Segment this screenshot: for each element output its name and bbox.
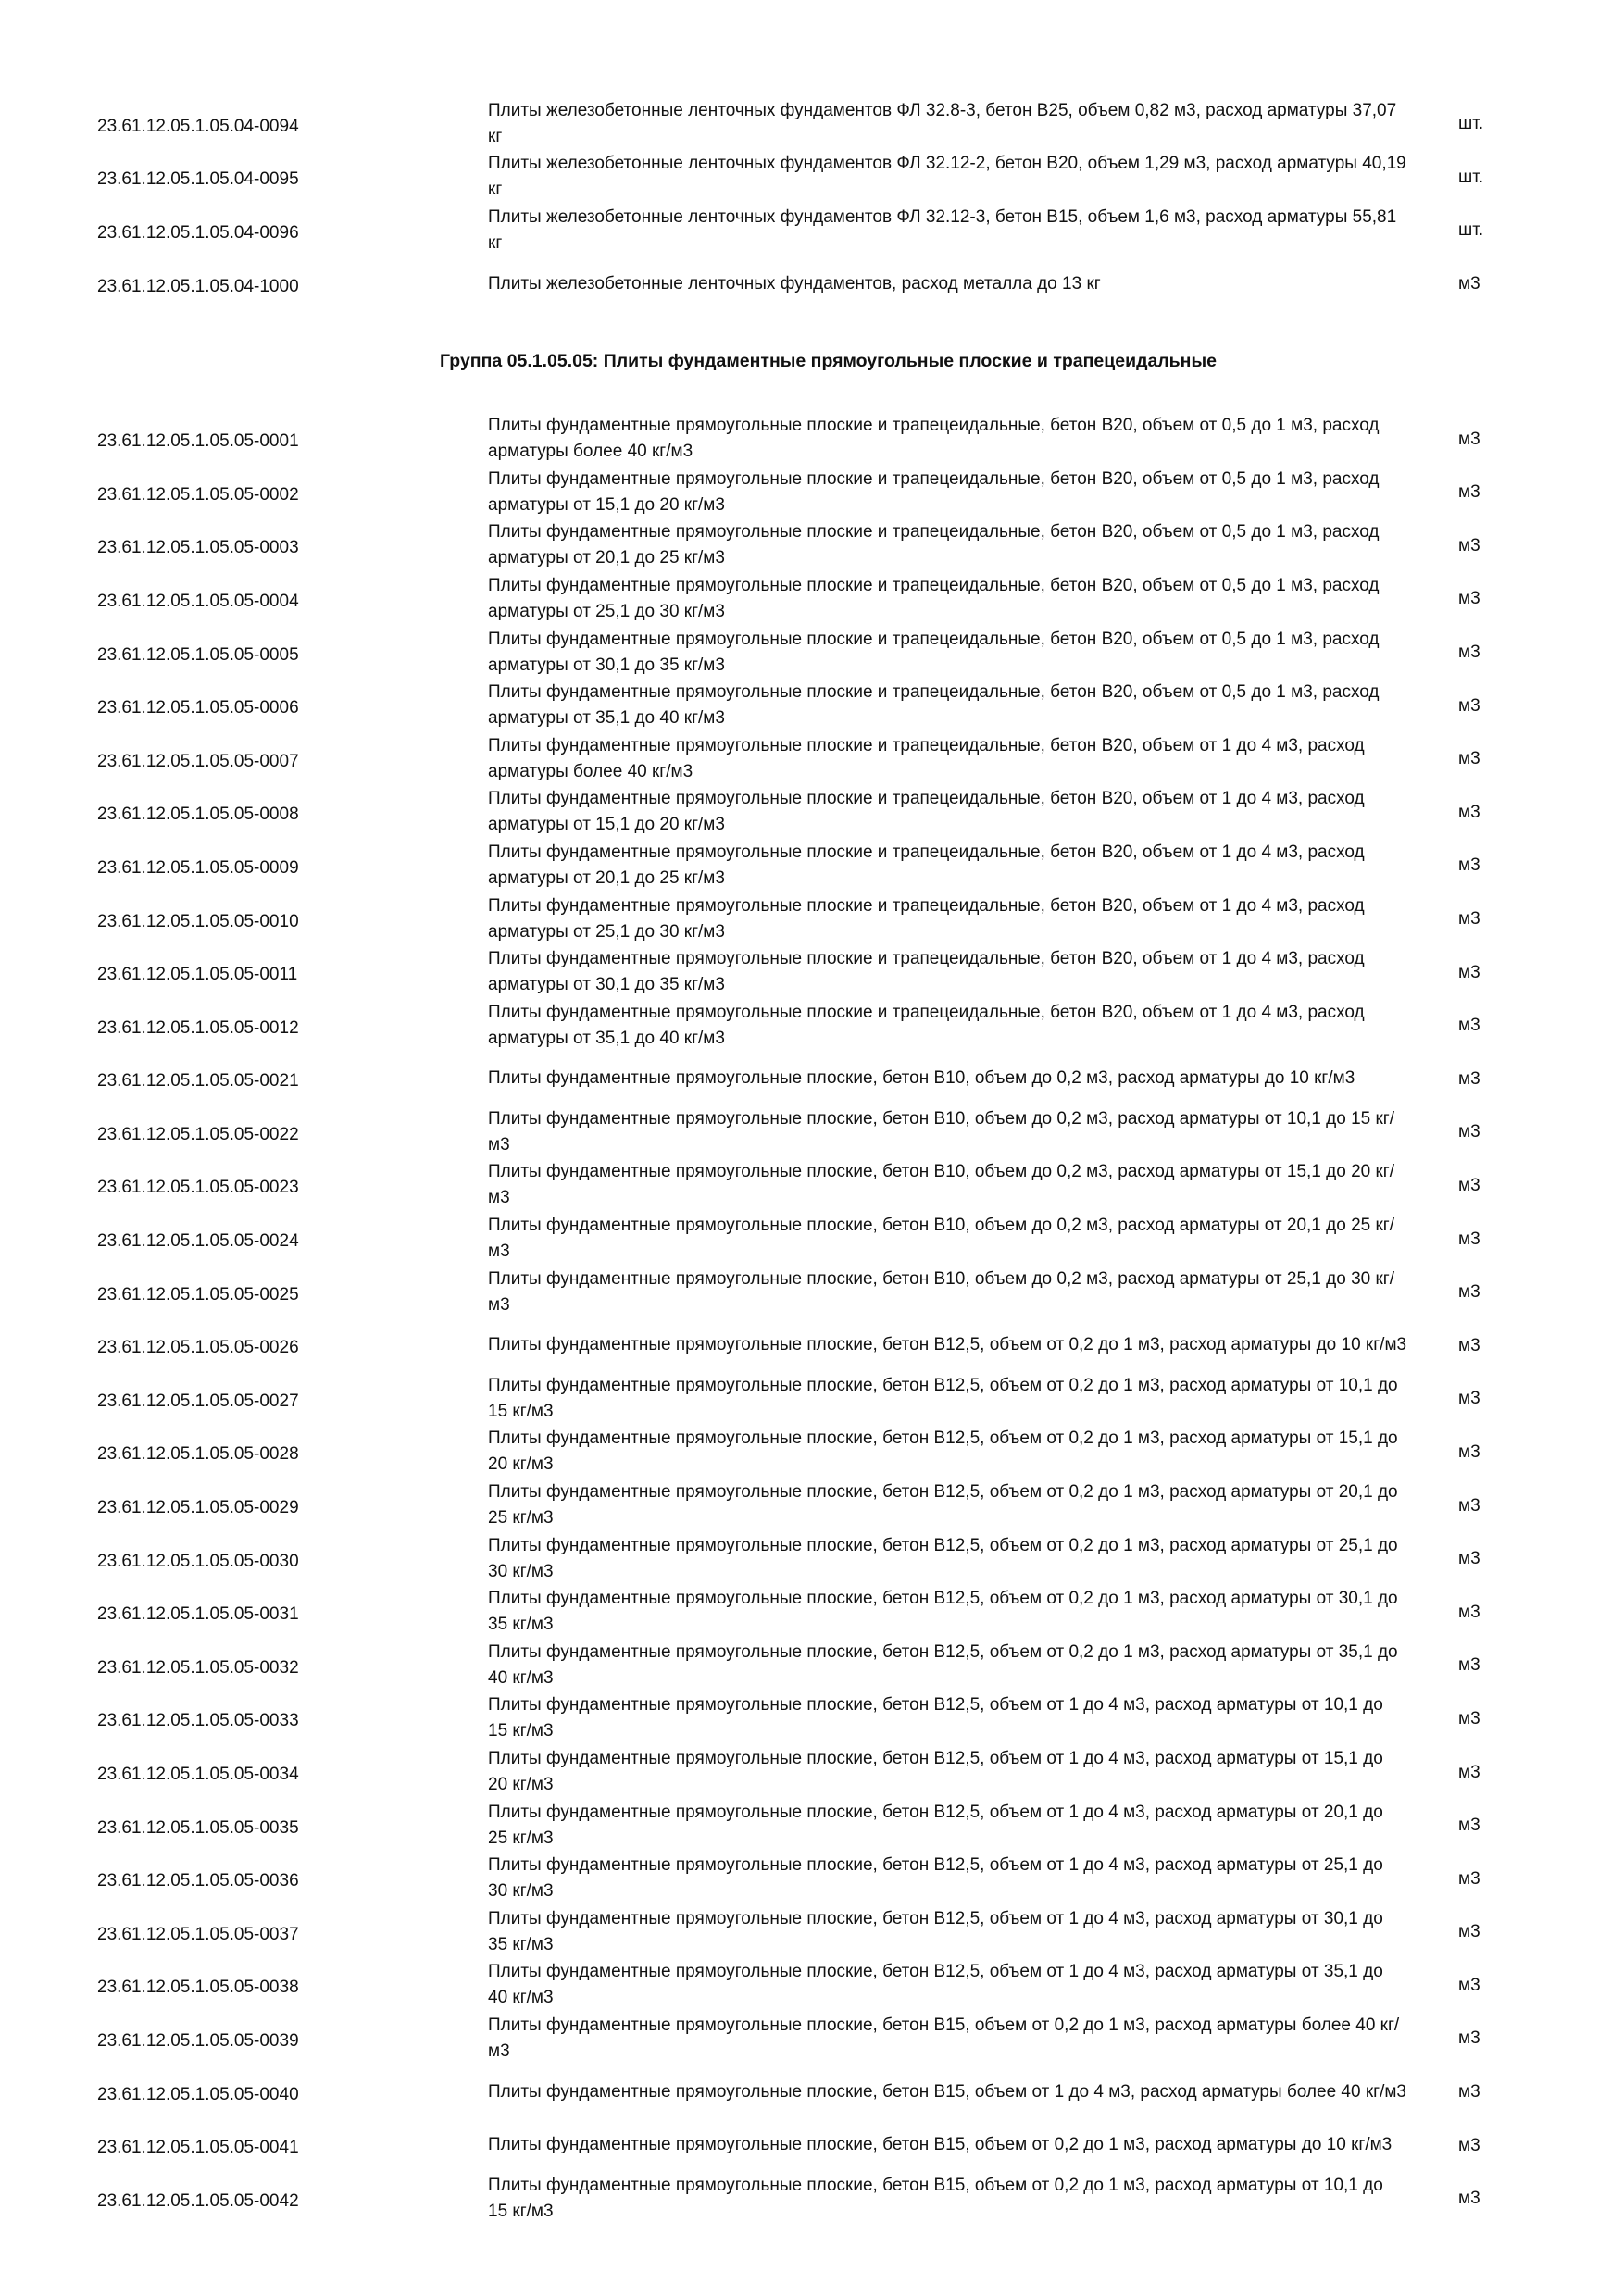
item-description: Плиты фундаментные прямоугольные плоские и трапецеидальные, бетон В20, объем от 1 до 4 м3, расход арматуры от 15,1 до 20 кг/м3 xyxy=(488,789,1365,835)
item-code: 23.61.12.05.1.05.05-0021 xyxy=(97,1071,299,1092)
item-unit: м3 xyxy=(1458,535,1480,555)
item-code: 23.61.12.05.1.05.05-0027 xyxy=(97,1391,299,1411)
table-row xyxy=(0,97,1624,151)
item-description: Плиты фундаментные прямоугольные плоские и трапецеидальные, бетон В20, объем от 0,5 до 1 м3, расход арматуры от 30,1 до 35 кг/м3 xyxy=(488,629,1380,675)
item-unit: м3 xyxy=(1458,1602,1480,1622)
table-row xyxy=(0,1959,1624,2013)
item-description: Плиты фундаментные прямоугольные плоские и трапецеидальные, бетон В20, объем от 0,5 до 1 м3, расход арматуры от 20,1 до 25 кг/м3 xyxy=(488,522,1380,568)
item-unit: м3 xyxy=(1458,1868,1480,1889)
item-unit: м3 xyxy=(1458,1975,1480,1995)
table-row xyxy=(0,1053,1624,1106)
item-code: 23.61.12.05.1.05.05-0035 xyxy=(97,1817,299,1838)
table-row xyxy=(0,2012,1624,2065)
item-unit: м3 xyxy=(1458,1122,1480,1142)
item-description: Плиты фундаментные прямоугольные плоские, бетон В15, объем от 0,2 до 1 м3, расход арматуры от 10,1 до 15 кг/м3 xyxy=(488,2175,1383,2221)
table-row xyxy=(0,1318,1624,1372)
table-row xyxy=(0,2065,1624,2119)
item-code: 23.61.12.05.1.05.05-0039 xyxy=(97,2030,299,2051)
table-row xyxy=(0,945,1624,999)
table-row xyxy=(0,999,1624,1053)
item-description: Плиты фундаментные прямоугольные плоские и трапецеидальные, бетон В20, объем от 1 до 4 м3, расход арматуры от 35,1 до 40 кг/м3 xyxy=(488,1002,1365,1048)
item-code: 23.61.12.05.1.05.04-1000 xyxy=(97,276,299,296)
item-code: 23.61.12.05.1.05.05-0023 xyxy=(97,1178,299,1198)
item-unit: м3 xyxy=(1458,1441,1480,1462)
item-description: Плиты фундаментные прямоугольные плоские, бетон В10, объем до 0,2 м3, расход арматуры от 15,1 до 20 кг/м3 xyxy=(488,1162,1395,1208)
item-code: 23.61.12.05.1.05.05-0007 xyxy=(97,751,299,771)
table-row xyxy=(0,1692,1624,1746)
item-code: 23.61.12.05.1.05.05-0031 xyxy=(97,1604,299,1625)
table-row xyxy=(0,839,1624,892)
item-unit: м3 xyxy=(1458,1229,1480,1249)
item-unit: шт. xyxy=(1458,167,1484,187)
item-description: Плиты фундаментные прямоугольные плоские, бетон В12,5, объем от 1 до 4 м3, расход арматуры от 25,1 до 30 кг/м3 xyxy=(488,1855,1383,1902)
item-code: 23.61.12.05.1.05.05-0041 xyxy=(97,2138,299,2158)
table-row xyxy=(0,626,1624,680)
table-row xyxy=(0,1532,1624,1586)
item-description: Плиты фундаментные прямоугольные плоские и трапецеидальные, бетон В20, объем от 0,5 до 1 м3, расход арматуры более 40 кг/м3 xyxy=(488,416,1380,462)
item-unit: м3 xyxy=(1458,482,1480,503)
item-unit: м3 xyxy=(1458,855,1480,876)
item-code: 23.61.12.05.1.05.05-0005 xyxy=(97,644,299,665)
item-unit: м3 xyxy=(1458,2189,1480,2209)
item-description: Плиты фундаментные прямоугольные плоские, бетон В12,5, объем от 0,2 до 1 м3, расход арматуры от 35,1 до 40 кг/м3 xyxy=(488,1641,1398,1688)
table-row xyxy=(0,151,1624,205)
item-code: 23.61.12.05.1.05.05-0004 xyxy=(97,591,299,611)
item-description: Плиты железобетонные ленточных фундаментов, расход металла до 13 кг xyxy=(488,273,1101,293)
table-row xyxy=(0,1852,1624,1905)
item-unit: м3 xyxy=(1458,1655,1480,1676)
table-row xyxy=(0,412,1624,466)
table-row xyxy=(0,1799,1624,1853)
table-row xyxy=(0,1479,1624,1532)
item-description: Плиты фундаментные прямоугольные плоские, бетон В10, объем до 0,2 м3, расход арматуры от 10,1 до 15 кг/м3 xyxy=(488,1108,1395,1154)
item-unit: м3 xyxy=(1458,2082,1480,2103)
item-description: Плиты фундаментные прямоугольные плоские, бетон В15, объем от 0,2 до 1 м3, расход арматуры более 40 кг/м3 xyxy=(488,2015,1400,2061)
item-code: 23.61.12.05.1.05.05-0030 xyxy=(97,1551,299,1571)
item-description: Плиты железобетонные ленточных фундаментов ФЛ 32.12-3, бетон В15, объем 1,6 м3, расход арматуры 55,81 кг xyxy=(488,206,1397,253)
item-description: Плиты фундаментные прямоугольные плоские, бетон В12,5, объем от 1 до 4 м3, расход арматуры от 30,1 до 35 кг/м3 xyxy=(488,1908,1383,1954)
item-code: 23.61.12.05.1.05.05-0002 xyxy=(97,484,299,505)
table-row xyxy=(0,1426,1624,1479)
item-unit: м3 xyxy=(1458,749,1480,769)
item-code: 23.61.12.05.1.05.05-0033 xyxy=(97,1711,299,1731)
table-row xyxy=(0,2172,1624,2226)
item-code: 23.61.12.05.1.05.05-0042 xyxy=(97,2190,299,2211)
table-row xyxy=(0,786,1624,840)
item-description: Плиты фундаментные прямоугольные плоские, бетон В10, объем до 0,2 м3, расход арматуры от 25,1 до 30 кг/м3 xyxy=(488,1268,1395,1315)
main-rows xyxy=(0,412,1624,2225)
top-rows xyxy=(0,97,1624,310)
item-unit: м3 xyxy=(1458,1816,1480,1836)
item-description: Плиты фундаментные прямоугольные плоские, бетон В15, объем от 0,2 до 1 м3, расход арматуры до 10 кг/м3 xyxy=(488,2135,1393,2155)
item-unit: шт. xyxy=(1458,220,1484,241)
item-unit: м3 xyxy=(1458,1708,1480,1728)
table-row xyxy=(0,892,1624,946)
item-code: 23.61.12.05.1.05.05-0032 xyxy=(97,1657,299,1678)
item-description: Плиты фундаментные прямоугольные плоские, бетон В12,5, объем от 0,2 до 1 м3, расход арматуры до 10 кг/м3 xyxy=(488,1335,1407,1355)
item-description: Плиты фундаментные прямоугольные плоские и трапецеидальные, бетон В20, объем от 0,5 до 1 м3, расход арматуры от 15,1 до 20 кг/м3 xyxy=(488,468,1380,515)
item-description: Плиты фундаментные прямоугольные плоские и трапецеидальные, бетон В20, объем от 1 до 4 м3, расход арматуры более 40 кг/м3 xyxy=(488,735,1365,781)
group-title: Группа 05.1.05.05: Плиты фундаментные прямоугольные плоские и трапецеидальные xyxy=(440,350,1217,371)
item-code: 23.61.12.05.1.05.04-0094 xyxy=(97,116,299,136)
item-code: 23.61.12.05.1.05.05-0028 xyxy=(97,1444,299,1465)
item-code: 23.61.12.05.1.05.05-0011 xyxy=(97,965,298,985)
table-row xyxy=(0,679,1624,732)
item-description: Плиты фундаментные прямоугольные плоские, бетон В12,5, объем от 0,2 до 1 м3, расход арматуры от 20,1 до 25 кг/м3 xyxy=(488,1482,1398,1529)
table-row xyxy=(0,257,1624,311)
item-unit: м3 xyxy=(1458,274,1480,294)
item-description: Плиты фундаментные прямоугольные плоские, бетон В12,5, объем от 0,2 до 1 м3, расход арматуры от 30,1 до 35 кг/м3 xyxy=(488,1589,1398,1635)
document-page xyxy=(0,97,1624,2226)
item-code: 23.61.12.05.1.05.05-0009 xyxy=(97,857,299,878)
item-description: Плиты фундаментные прямоугольные плоские, бетон В15, объем от 1 до 4 м3, расход арматуры более 40 кг/м3 xyxy=(488,2081,1406,2102)
item-code: 23.61.12.05.1.05.04-0095 xyxy=(97,169,299,190)
table-row xyxy=(0,1372,1624,1426)
item-unit: м3 xyxy=(1458,1282,1480,1303)
item-unit: м3 xyxy=(1458,1922,1480,1942)
table-row xyxy=(0,466,1624,519)
item-code: 23.61.12.05.1.05.05-0008 xyxy=(97,805,299,825)
item-description: Плиты фундаментные прямоугольные плоские, бетон В10, объем до 0,2 м3, расход арматуры от 20,1 до 25 кг/м3 xyxy=(488,1216,1395,1262)
item-code: 23.61.12.05.1.05.05-0026 xyxy=(97,1338,299,1358)
item-unit: м3 xyxy=(1458,589,1480,609)
item-unit: м3 xyxy=(1458,1335,1480,1355)
item-unit: м3 xyxy=(1458,962,1480,982)
item-unit: шт. xyxy=(1458,114,1484,134)
item-code: 23.61.12.05.1.05.05-0010 xyxy=(97,911,299,931)
item-unit: м3 xyxy=(1458,802,1480,822)
item-unit: м3 xyxy=(1458,1389,1480,1409)
item-description: Плиты фундаментные прямоугольные плоские, бетон В12,5, объем от 1 до 4 м3, расход арматуры от 15,1 до 20 кг/м3 xyxy=(488,1749,1383,1795)
item-description: Плиты фундаментные прямоугольные плоские и трапецеидальные, бетон В20, объем от 1 до 4 м3, расход арматуры от 20,1 до 25 кг/м3 xyxy=(488,842,1365,888)
table-row xyxy=(0,1159,1624,1213)
item-description: Плиты железобетонные ленточных фундаментов ФЛ 32.12-2, бетон В20, объем 1,29 м3, расход арматуры 40,19 кг xyxy=(488,154,1406,200)
item-code: 23.61.12.05.1.05.05-0036 xyxy=(97,1871,299,1891)
table-row xyxy=(0,1105,1624,1159)
item-unit: м3 xyxy=(1458,1016,1480,1036)
table-row xyxy=(0,1585,1624,1639)
item-description: Плиты фундаментные прямоугольные плоские, бетон В12,5, объем от 1 до 4 м3, расход арматуры от 20,1 до 25 кг/м3 xyxy=(488,1802,1383,1848)
item-unit: м3 xyxy=(1458,695,1480,716)
item-unit: м3 xyxy=(1458,2135,1480,2155)
item-code: 23.61.12.05.1.05.05-0034 xyxy=(97,1765,299,1785)
item-code: 23.61.12.05.1.05.05-0003 xyxy=(97,538,299,558)
item-unit: м3 xyxy=(1458,909,1480,930)
table-row xyxy=(0,1745,1624,1799)
table-row xyxy=(0,1639,1624,1692)
item-description: Плиты фундаментные прямоугольные плоские, бетон В10, объем до 0,2 м3, расход арматуры до 10 кг/м3 xyxy=(488,1068,1355,1089)
item-description: Плиты фундаментные прямоугольные плоские, бетон В12,5, объем от 1 до 4 м3, расход арматуры от 35,1 до 40 кг/м3 xyxy=(488,1962,1383,2008)
item-description: Плиты фундаментные прямоугольные плоские, бетон В12,5, объем от 0,2 до 1 м3, расход арматуры от 15,1 до 20 кг/м3 xyxy=(488,1429,1398,1475)
item-description: Плиты железобетонные ленточных фундаментов ФЛ 32.8-3, бетон В25, объем 0,82 м3, расход арматуры 37,07 кг xyxy=(488,100,1397,146)
item-description: Плиты фундаментные прямоугольные плоские и трапецеидальные, бетон В20, объем от 1 до 4 м3, расход арматуры от 30,1 до 35 кг/м3 xyxy=(488,949,1365,995)
item-code: 23.61.12.05.1.05.05-0037 xyxy=(97,1924,299,1944)
table-row xyxy=(0,2118,1624,2172)
table-row xyxy=(0,572,1624,626)
table-row xyxy=(0,204,1624,257)
item-code: 23.61.12.05.1.05.05-0006 xyxy=(97,698,299,718)
item-description: Плиты фундаментные прямоугольные плоские, бетон В12,5, объем от 0,2 до 1 м3, расход арматуры от 25,1 до 30 кг/м3 xyxy=(488,1535,1398,1581)
item-code: 23.61.12.05.1.05.05-0024 xyxy=(97,1231,299,1252)
table-row xyxy=(0,1212,1624,1266)
item-description: Плиты фундаментные прямоугольные плоские, бетон В12,5, объем от 1 до 4 м3, расход арматуры от 10,1 до 15 кг/м3 xyxy=(488,1695,1383,1741)
item-code: 23.61.12.05.1.05.04-0096 xyxy=(97,222,299,243)
item-unit: м3 xyxy=(1458,429,1480,449)
item-unit: м3 xyxy=(1458,1068,1480,1089)
item-unit: м3 xyxy=(1458,643,1480,663)
table-row xyxy=(0,732,1624,786)
item-code: 23.61.12.05.1.05.05-0038 xyxy=(97,1978,299,1998)
item-code: 23.61.12.05.1.05.05-0029 xyxy=(97,1498,299,1518)
item-unit: м3 xyxy=(1458,1175,1480,1195)
item-description: Плиты фундаментные прямоугольные плоские, бетон В12,5, объем от 0,2 до 1 м3, расход арматуры от 10,1 до 15 кг/м3 xyxy=(488,1375,1398,1421)
item-description: Плиты фундаментные прямоугольные плоские и трапецеидальные, бетон В20, объем от 0,5 до 1 м3, расход арматуры от 35,1 до 40 кг/м3 xyxy=(488,682,1380,729)
item-code: 23.61.12.05.1.05.05-0025 xyxy=(97,1284,299,1304)
item-code: 23.61.12.05.1.05.05-0040 xyxy=(97,2084,299,2104)
item-code: 23.61.12.05.1.05.05-0001 xyxy=(97,431,299,452)
table-row xyxy=(0,519,1624,573)
table-row xyxy=(0,1266,1624,1319)
item-unit: м3 xyxy=(1458,2028,1480,2049)
table-row xyxy=(0,1905,1624,1959)
item-unit: м3 xyxy=(1458,1762,1480,1782)
item-description: Плиты фундаментные прямоугольные плоские и трапецеидальные, бетон В20, объем от 0,5 до 1 м3, расход арматуры от 25,1 до 30 кг/м3 xyxy=(488,575,1380,621)
item-description: Плиты фундаментные прямоугольные плоские и трапецеидальные, бетон В20, объем от 1 до 4 м3, расход арматуры от 25,1 до 30 кг/м3 xyxy=(488,895,1365,942)
item-unit: м3 xyxy=(1458,1495,1480,1516)
item-code: 23.61.12.05.1.05.05-0022 xyxy=(97,1124,299,1144)
item-unit: м3 xyxy=(1458,1549,1480,1569)
item-code: 23.61.12.05.1.05.05-0012 xyxy=(97,1017,299,1038)
